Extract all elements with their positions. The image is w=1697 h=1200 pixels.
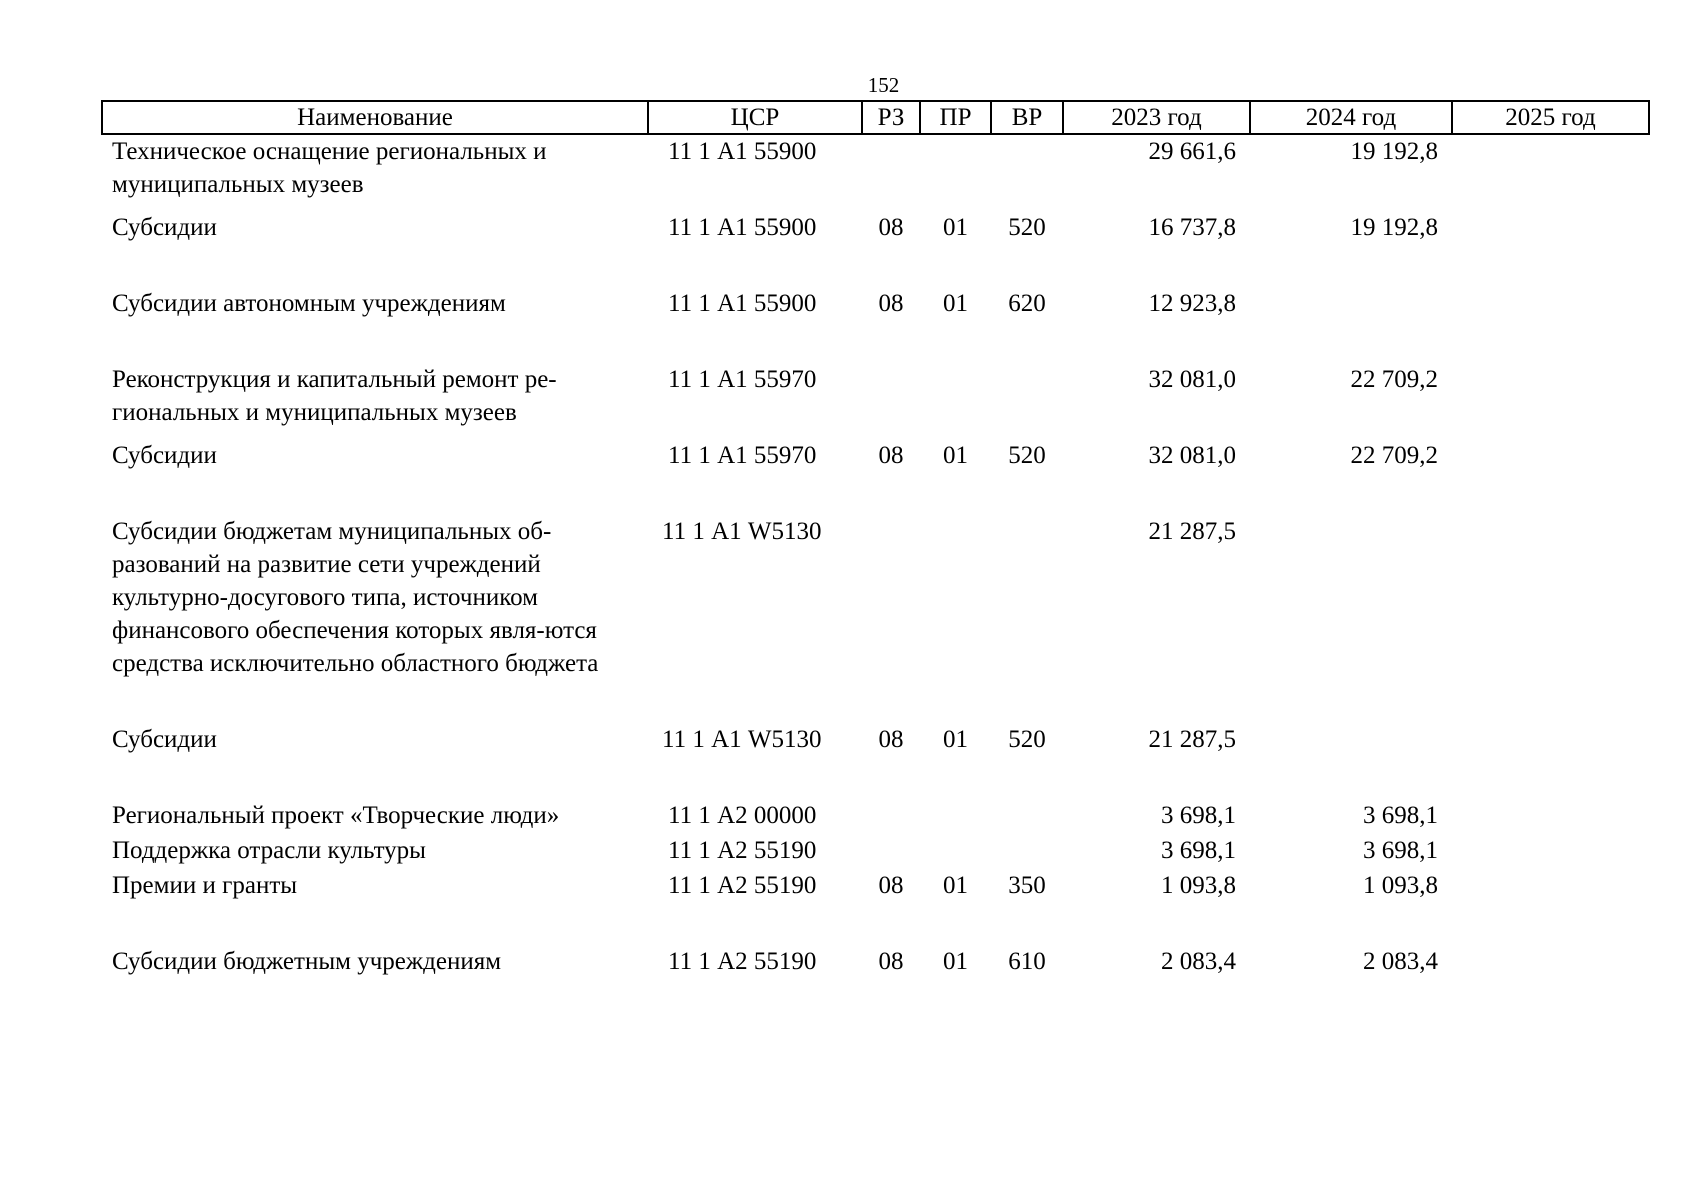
row-2025: [1452, 287, 1649, 363]
row-2024: 19 192,8: [1350, 138, 1438, 165]
row-pr: 01: [943, 442, 968, 469]
row-2025: [1452, 363, 1649, 439]
table-row: [102, 439, 1649, 515]
row-pr: [920, 834, 991, 869]
row-vr: 520: [1008, 214, 1046, 241]
page-number: 152: [867, 73, 900, 97]
row-2024: 1 093,8: [1363, 872, 1438, 899]
row-name: Премии и гранты: [112, 872, 298, 899]
row-name: Реконструкция и капитальный ремонт ре-гиональных и муниципальных музеев: [112, 366, 557, 426]
table-row: [102, 515, 1649, 723]
header-vr: ВР: [991, 101, 1063, 134]
row-name: Субсидии бюджетам муниципальных об-разований на развитие сети учреждений культурно-досугового типа, источником финансового обеспечения которых явля-ются средства исключительно областного бюджета: [112, 518, 599, 677]
row-pr: 01: [943, 214, 968, 241]
row-2023: 12 923,8: [1148, 290, 1236, 317]
row-vr: [991, 799, 1063, 834]
row-2023: 3 698,1: [1161, 802, 1236, 829]
row-2023: 29 661,6: [1148, 138, 1236, 165]
row-csr: 11 1 А1 55900: [668, 290, 817, 317]
row-2024: 22 709,2: [1350, 442, 1438, 469]
row-name: Техническое оснащение региональных и муниципальных музеев: [112, 138, 547, 198]
row-rz: 08: [878, 442, 904, 469]
row-2025: [1452, 134, 1649, 211]
row-csr: 11 1 А1 W5130: [662, 726, 822, 753]
row-2025: [1452, 723, 1649, 799]
row-csr: 11 1 А1 55970: [668, 442, 817, 469]
row-vr: 520: [1008, 442, 1046, 469]
row-2023: 21 287,5: [1148, 726, 1236, 753]
row-name: Региональный проект «Творческие люди»: [112, 802, 560, 829]
row-pr: [920, 515, 991, 723]
row-csr: 11 1 А1 55900: [668, 214, 817, 241]
row-pr: 01: [943, 290, 968, 317]
header-2024: 2024 год: [1250, 101, 1452, 134]
row-2024: 22 709,2: [1350, 366, 1438, 393]
table-row: [102, 211, 1649, 287]
row-pr: 01: [943, 872, 968, 899]
row-rz: 08: [878, 948, 904, 975]
row-rz: 08: [878, 290, 904, 317]
row-vr: 350: [1008, 872, 1046, 899]
row-2025: [1452, 439, 1649, 515]
row-rz: 08: [878, 726, 904, 753]
row-vr: [991, 363, 1063, 439]
row-2024: 2 083,4: [1363, 948, 1438, 975]
table-row: [102, 834, 1649, 869]
row-2024: [1250, 287, 1452, 363]
budget-table: [101, 100, 1650, 978]
row-pr: 01: [943, 726, 968, 753]
row-csr: 11 1 А2 55190: [668, 837, 817, 864]
header-rz: РЗ: [862, 101, 920, 134]
row-name: Субсидии бюджетным учреждениям: [112, 948, 502, 975]
row-2023: 16 737,8: [1148, 214, 1236, 241]
table-header-row: [102, 101, 1649, 134]
table-row: [102, 799, 1649, 834]
row-2024: 3 698,1: [1363, 802, 1438, 829]
header-pr: ПР: [920, 101, 991, 134]
row-vr: [991, 134, 1063, 211]
row-2025: [1452, 869, 1649, 945]
row-csr: 11 1 А2 55190: [668, 948, 817, 975]
table-row: [102, 287, 1649, 363]
row-vr: [991, 834, 1063, 869]
row-vr: [991, 515, 1063, 723]
row-csr: 11 1 А1 55900: [668, 138, 817, 165]
row-2023: 2 083,4: [1161, 948, 1236, 975]
row-2024: 3 698,1: [1363, 837, 1438, 864]
row-vr: 620: [1008, 290, 1046, 317]
row-rz: 08: [878, 214, 904, 241]
table-row: [102, 363, 1649, 439]
row-2023: 3 698,1: [1161, 837, 1236, 864]
row-2023: 32 081,0: [1148, 442, 1236, 469]
row-rz: 08: [878, 872, 904, 899]
row-2025: [1452, 945, 1649, 978]
row-csr: 11 1 А2 55190: [668, 872, 817, 899]
row-2024: 19 192,8: [1350, 214, 1438, 241]
row-2025: [1452, 211, 1649, 287]
row-2023: 32 081,0: [1148, 366, 1236, 393]
header-name: Наименование: [102, 101, 648, 134]
row-pr: 01: [943, 948, 968, 975]
row-2025: [1452, 799, 1649, 834]
row-vr: 610: [1008, 948, 1046, 975]
row-rz: [862, 834, 920, 869]
header-csr: ЦСР: [648, 101, 862, 134]
row-2025: [1452, 515, 1649, 723]
row-name: Субсидии: [112, 214, 217, 241]
table-row: [102, 134, 1649, 211]
table-row: [102, 945, 1649, 978]
row-2023: 21 287,5: [1148, 518, 1236, 545]
row-name: Субсидии: [112, 726, 217, 753]
table-row: [102, 723, 1649, 799]
row-2024: [1250, 515, 1452, 723]
row-pr: [920, 134, 991, 211]
row-name: Субсидии автономным учреждениям: [112, 290, 506, 317]
row-2024: [1250, 723, 1452, 799]
header-2023: 2023 год: [1063, 101, 1250, 134]
header-2025: 2025 год: [1452, 101, 1649, 134]
row-csr: 11 1 А2 00000: [668, 802, 817, 829]
row-rz: [862, 799, 920, 834]
row-name: Субсидии: [112, 442, 217, 469]
row-name: Поддержка отрасли культуры: [112, 837, 426, 864]
row-vr: 520: [1008, 726, 1046, 753]
row-2025: [1452, 834, 1649, 869]
row-pr: [920, 799, 991, 834]
row-2023: 1 093,8: [1161, 872, 1236, 899]
row-csr: 11 1 А1 55970: [668, 366, 817, 393]
row-csr: 11 1 А1 W5130: [662, 518, 822, 545]
row-pr: [920, 363, 991, 439]
table-row: [102, 869, 1649, 945]
row-rz: [862, 515, 920, 723]
row-rz: [862, 134, 920, 211]
row-rz: [862, 363, 920, 439]
